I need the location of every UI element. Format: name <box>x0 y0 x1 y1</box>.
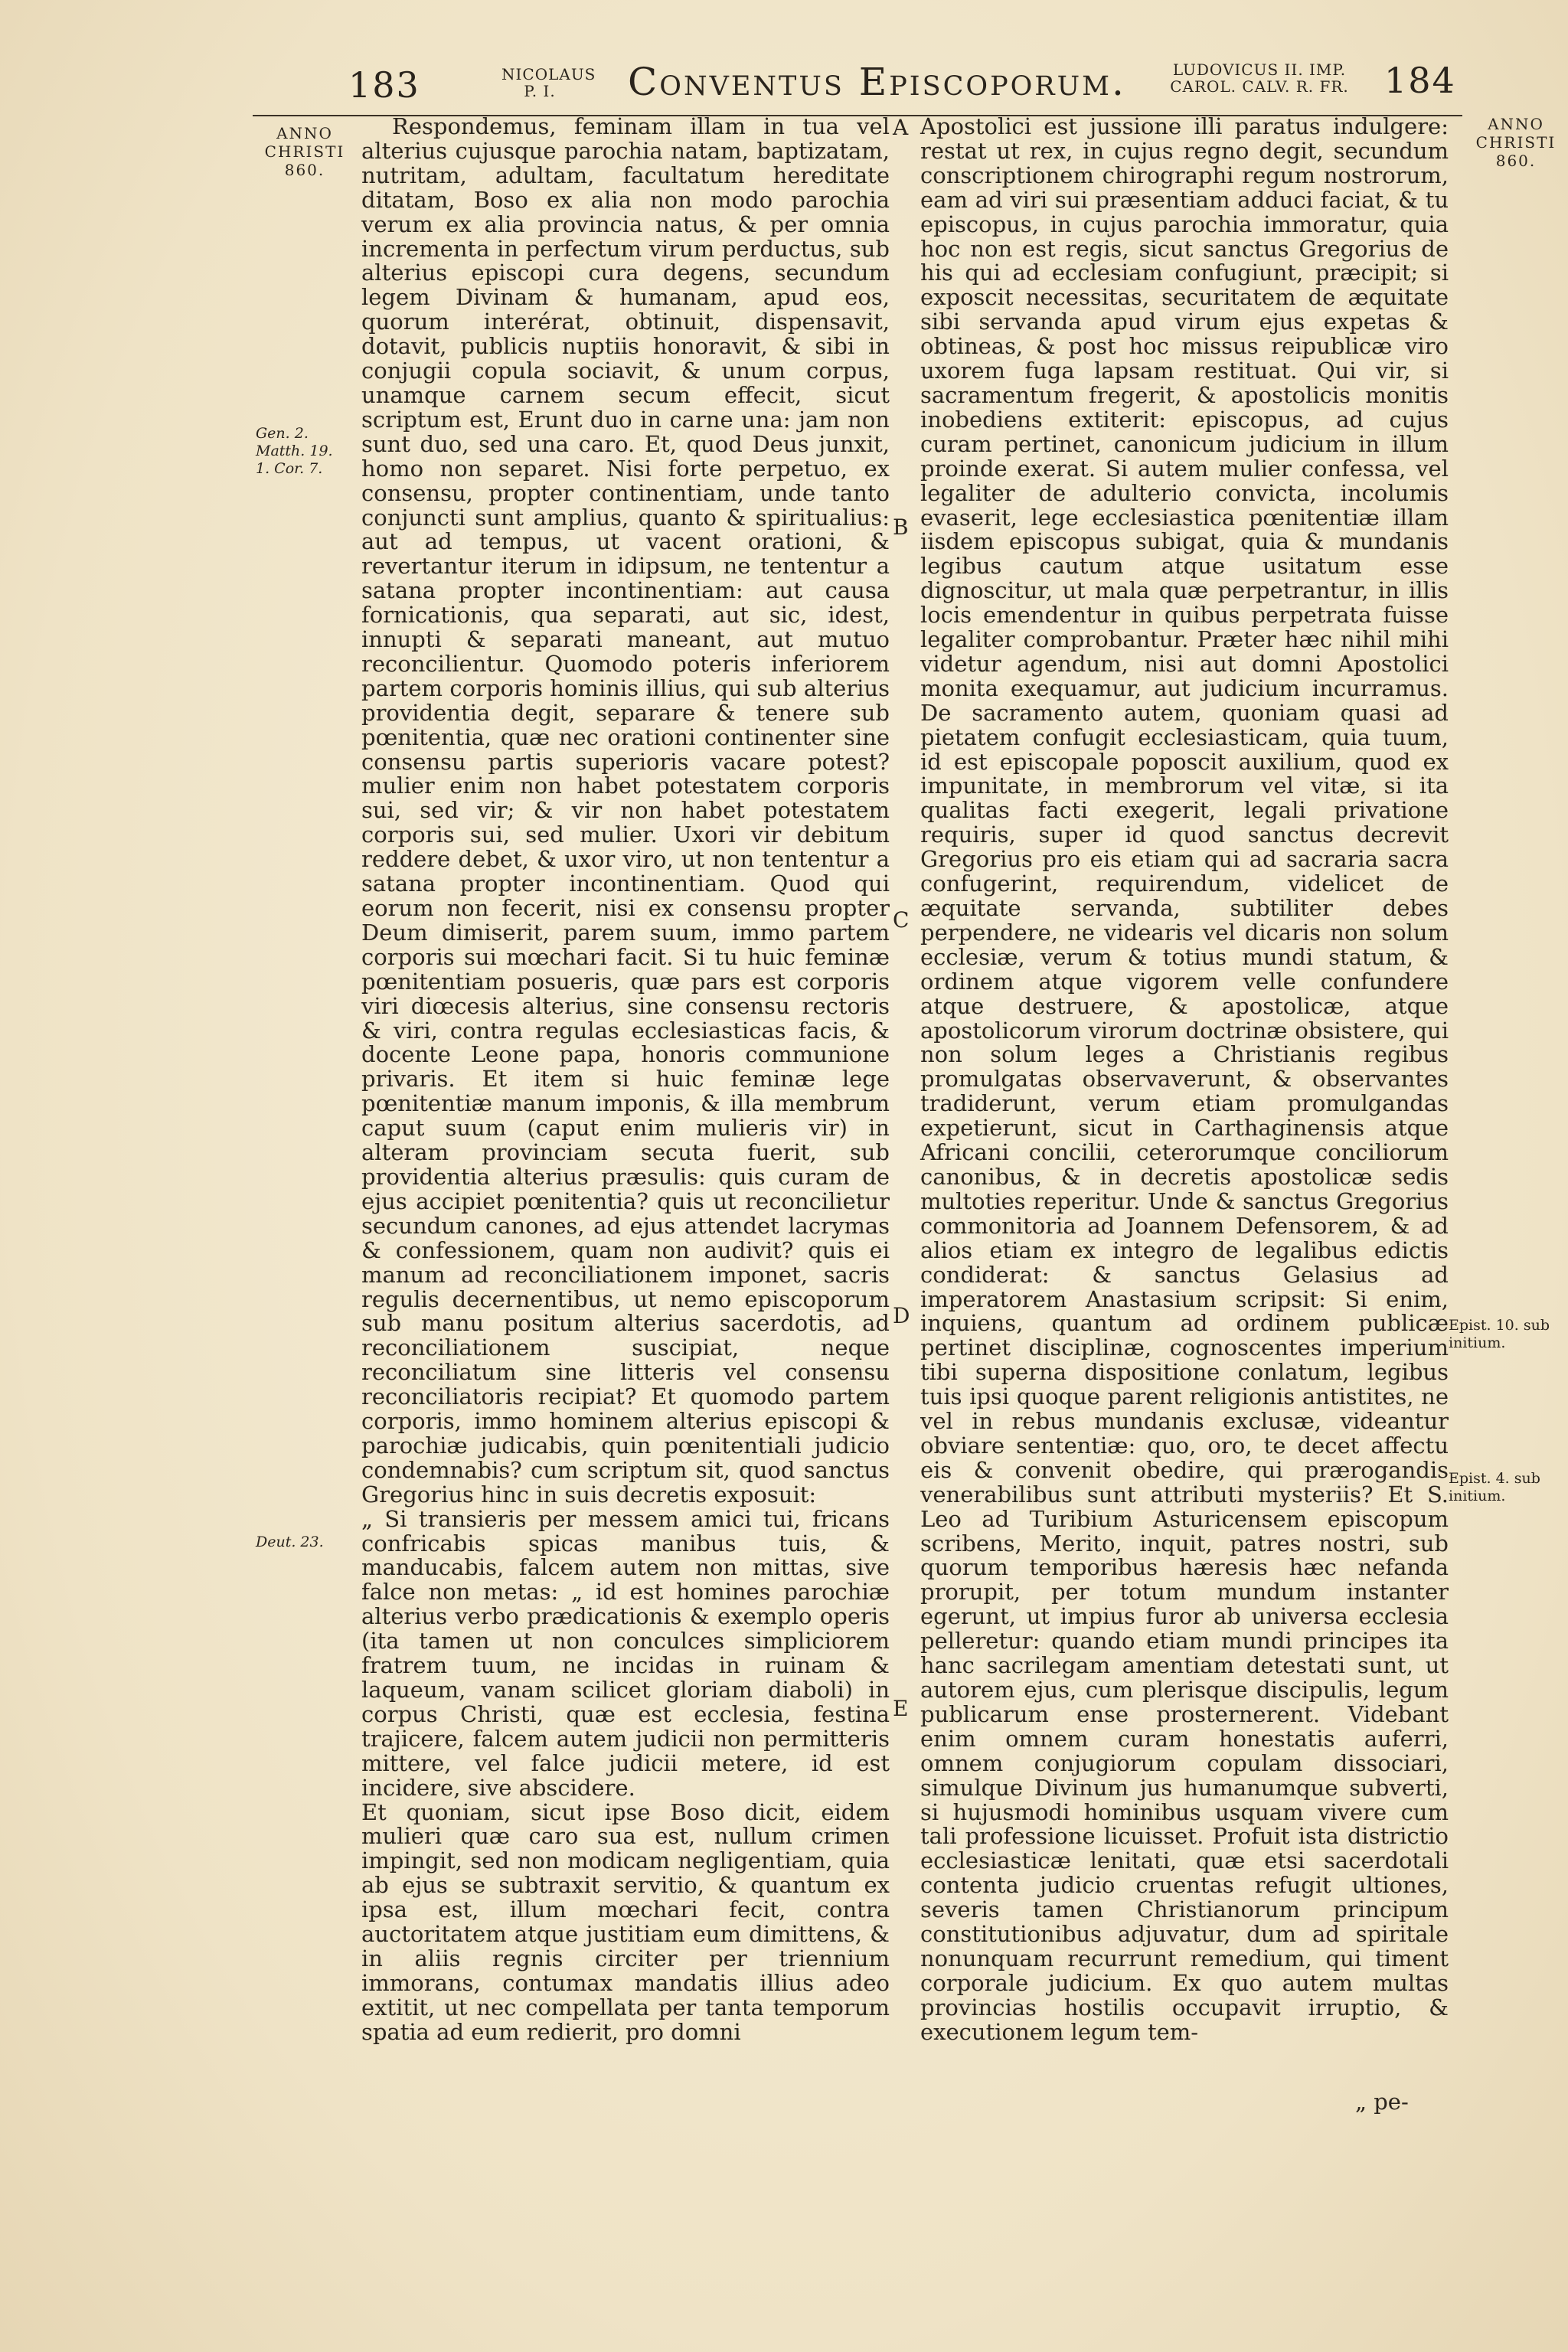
section-letter-d: D <box>893 1303 910 1328</box>
header-pope-name: NICOLAUS P. I. <box>501 65 596 100</box>
margin-ref-genesis: Gen. 2. Matth. 19. 1. Cor. 7. <box>256 425 333 477</box>
running-title: Conventus Episcoporum. <box>628 60 1126 104</box>
header-rulers: LUDOVICUS II. IMP. CAROL. CALV. R. FR. <box>1170 60 1349 96</box>
margin-ref-epist-4: Epist. 4. sub initium. <box>1449 1470 1540 1504</box>
right-paragraph-1: Apostolici est jussione illi paratus indulgere: restat ut rex, in cujus regno degit, secundum conscriptionem chirographi regum nostrorum, eam ad viri sui præsentiam adduci faciat, & tu episcopus, in cujus parochia immoratur, quia hoc non est regis, sicut sanctus Gregorius de his qui ad ecclesiam confugiunt, præcipit; si exposcit necessitas, securitatem de æquitate sibi servanda apud virum ejus expetas & obtineas, & post hoc missus reipublicæ viro uxorem fuga lapsam restituat. Qui vir, si sacramentum fregerit, & apostolicis monitis inobediens extiterit: episcopus, ad cujus curam pertinet, canonicum judicium in illum proinde exerat. Si autem mulier confessa, vel legaliter de adulterio convicta, incolumis evaserit, lege ecclesiastica pœnitentiæ illam iisdem episcopus subigat, quia & mundanis legibus cautum atque usitatum esse dignoscitur, ut mala quæ perpetrantur, in illis locis emendentur in quibus perpetrata fuisse legaliter comprobantur. Præter hæc nihil mihi videtur agendum, nisi aut domni Apostolici monita exequamur, aut judicium incurramus. De sacramento autem, quoniam quasi ad pietatem confugit ecclesiasticam, quia tuum, id est episcopale poposcit auxilium, quod ex impunitate, in membrorum vel vitæ, si ita qualitas facti exegerit, legali privatione requiris, super id quod sanctus decrevit Gregorius pro eis etiam qui ad sacraria sacra confugerint, requirendum, videlicet de æquitate servanda, subtiliter debes perpendere, ne videaris vel dicaris non solum ecclesiæ, verum & totius mundi statum, & ordinem atque vigorem velle confundere atque destruere, & apostolicæ, atque apostolicorum virorum doctrinæ obsistere, qui non solum leges a Christianis regibus promulgatas observaverunt, & observantes tradiderunt, verum etiam promulgandas expetierunt, sicut in Carthaginensis atque Africani concilii, ceterorumque conciliorum canonibus, & in decretis apostolicæ sedis multoties reperitur. Unde & sanctus Gregorius commonitoria ad Joannem Defensorem, & ad alios etiam ex integro de legalibus edictis condiderat: & sanctus Gelasius ad imperatorem Anastasium scripsit: Si enim, inquiens, quantum ad ordinem publicæ pertinet disciplinæ, cognoscentes imperium tibi superna dispositione conlatum, legibus tuis ipsi quoque parent religionis antistites, ne vel in rebus mundanis exclusæ, videantur obviare sententiæ: quo, oro, te decet affectu eis & convenit obedire, qui prærogandis venerabilibus sunt attributi mysteriis? Et S. Leo ad Turibium Asturicensem episcopum scribens, Merito, inquit, patres nostri, sub quorum temporibus hæresis hæc nefanda prorupit, per totum mundum instanter egerunt, ut impius furor ab universa ecclesia pelleretur: quando etiam mundi principes ita hanc sacrilegam amentiam detestati sunt, ut autorem ejus, cum plerisque discipulis, legum publicarum ense prosternerent. Videbant enim omnem curam honestatis auferri, omnem conjugiorum copulam dissociari, simulque Divinum jus humanumque subverti, si hujusmodi hominibus usquam vivere cum tali professione licuisset. Profuit ista districtio ecclesiasticæ lenitati, quæ etsi sacerdotali contenta judicio cruentas refugit ultiones, severis tamen Christianorum principum constitutionibus adjuvatur, dum ad spiritale nonunquam recurrunt remedium, qui timent corporale judicium. Ex quo autem multas provincias hostilis occupavit irruptio, & executionem legum tem- <box>920 113 1449 2045</box>
gregory-quotation: „ Si transieris per messem amici tui, fricans confricabis spicas manibus tuis, & manducabis, falcem autem non mittas, sive falce non metas: „ id est homines parochiæ alterius verbo prædicationis & exemplo operis (ita tamen ut non conculces simpliciorem fratrem tuum, ne incidas in ruinam & laqueum, vanam scilicet gloriam diaboli) in corpus Christi, quæ est ecclesia, festina trajicere, falcem autem judicii non permitteris mittere, vel falce judicii metere, id est incidere, sive abscidere. <box>361 1505 890 1801</box>
margin-ref-deuteronomy: Deut. 23. <box>256 1534 324 1550</box>
right-text-column <box>920 115 1449 2045</box>
section-letter-b: B <box>893 514 909 540</box>
page-number-left: 183 <box>348 64 420 106</box>
page-number-right: 184 <box>1384 60 1456 101</box>
section-letter-a: A <box>893 115 909 140</box>
catchword: „ pe- <box>1355 2089 1409 2115</box>
left-paragraph-1: Respondemus, feminam illam in tua vel alterius cujusque parochia natam, baptizatam, nutritam, adultam, facultatum hereditate ditatam, Boso ex alia non modo parochia verum ex alia provincia natus, & per omnia incrementa in perfectum virum perductus, sub alterius episcopi cura degens, secundum legem Divinam & humanam, apud eos, quorum interérat, obtinuit, dispensavit, dotavit, publicis nuptiis honoravit, & sibi in conjugii copula sociavit, & unum corpus, unamque carnem secum effecit, sicut scriptum est, Erunt duo in carne una: jam non sunt duo, sed una caro. Et, quod Deus junxit, homo non separet. Nisi forte perpetuo, ex consensu, propter continentiam, unde tanto conjuncti sunt amplius, quanto & spiritualius: aut ad tempus, ut vacent orationi, & revertantur iterum in idipsum, ne tententur a satana propter incontinentiam: aut causa fornicationis, qua separati, aut sic, idest, innupti & separati maneant, aut mutuo reconcilientur. Quomodo poteris inferiorem partem corporis hominis illius, qui sub alterius providentia degit, separare & tenere sub pœnitentia, quæ nec orationi continenter sine consensu partis superioris vacare potest? mulier enim non habet potestatem corporis sui, sed vir; & vir non habet potestatem corporis sui, sed mulier. Uxori vir debitum reddere debet, & uxor viro, ut non tententur a satana propter incontinentiam. Quod qui eorum non fecerit, nisi ex consensu propter Deum dimiserit, parem suum, immo partem corporis sui mœchari facit. Si tu huic feminæ pœnitentiam posueris, quæ pars est corporis viri diœcesis alterius, sine consensu rectoris & viri, contra regulas ecclesiasticas facis, & docente Leone papa, honoris communione privaris. Et item si huic feminæ lege pœnitentiæ manum imponis, & illa membrum caput suum (caput enim mulieris vir) in alteram provinciam secuta fuerit, sub providentia alterius præsulis: quis curam de ejus accipiet pœnitentia? quis ut reconcilietur secundum canones, ad ejus attendet lacrymas & confessionem, quam non audivit? quis ei manum ad reconciliationem imponet, sacris regulis decernentibus, ut nemo episcoporum sub manu positum alterius sacerdotis, ad reconciliationem suscipiat, neque reconciliatum sine litteris vel consensu reconciliatoris recipiat? Et quomodo partem corporis, immo hominem alterius episcopi & parochiæ judicabis, quin pœnitentiali judicio condemnabis? cum scriptum sit, quod sanctus Gregorius hinc in suis decretis exposuit: <box>361 113 890 1508</box>
left-paragraph-2: Et quoniam, sicut ipse Boso dicit, eidem mulieri quæ caro sua est, nullum crimen impingit, sed non modicam negligentiam, quia ab ejus se subtraxit servitio, & quantum ex ipsa est, illum mœchari fecit, contra auctoritatem atque justitiam eum dimittens, & in aliis regnis circiter per triennium immorans, contumax mandatis illius adeo extitit, ut nec compellata per tanta temporum spatia ad eum redierit, pro domni <box>361 1798 890 2045</box>
margin-ref-epist-10: Epist. 10. sub initium. <box>1449 1317 1550 1351</box>
section-letter-c: C <box>893 907 910 933</box>
margin-anno-left: ANNO CHRISTI 860. <box>264 124 345 179</box>
margin-anno-right: ANNO CHRISTI 860. <box>1475 115 1557 170</box>
left-text-column <box>361 115 890 2045</box>
section-letter-e: E <box>893 1696 909 1721</box>
